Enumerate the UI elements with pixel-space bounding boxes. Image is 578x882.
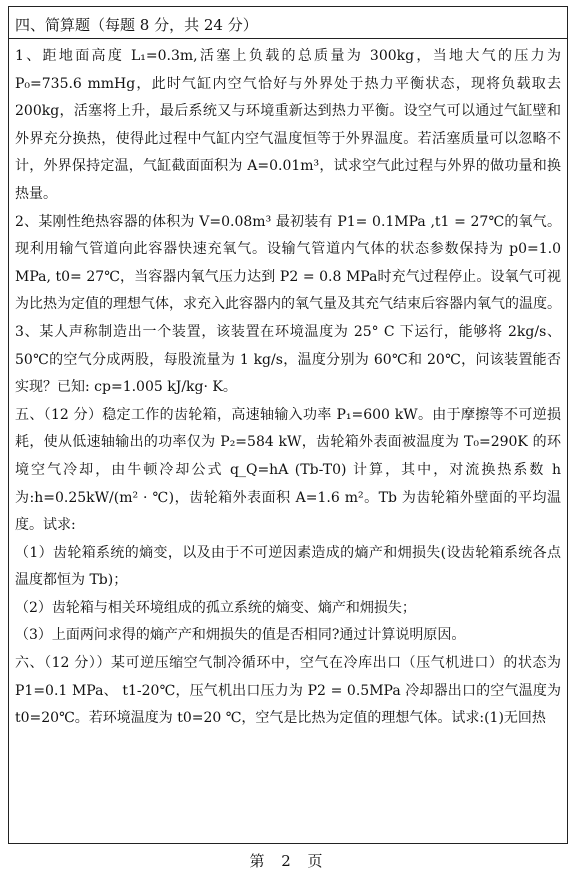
question-5-part-1: （1）齿轮箱系统的熵变，以及由于不可逆因素造成的熵产和㶲损失(设齿轮箱系统各点温度都恒为 Tb)； bbox=[15, 544, 561, 589]
question-body bbox=[15, 43, 561, 733]
question-2: 2、某刚性绝热容器的体积为 V=0.08m³ 最初装有 P1= 0.1MPa ,t1 = 27℃的氧气。现利用输气管道向此容器快速充氧气。设输气管道内气体的状态参数保持为 p0=1.0 MPa, t0= 27℃，当容器内氧气压力达到 P2 = 0.8 MPa时充气过程停止。设氧气可视为比热为定值的理想气体，求充入此容器内的氧气量及其充气结束后容器内氧气的温度。 bbox=[15, 213, 561, 313]
question-6: 六、（12 分））某可逆压缩空气制冷循环中，空气在冷库出口（压气机进口）的状态为 P1=0.1 MPa、 t1-20℃，压气机出口压力为 P2 = 0.5MPa 冷却器出口的空气温度为 t0=20℃。若环境温度为 t0=20 ℃，空气是比热为定值的理想气体。试求:(1)无回热 bbox=[15, 655, 561, 727]
page-number: 第 2 页 bbox=[249, 852, 329, 870]
question-5: 五、（12 分）稳定工作的齿轮箱，高速轴输入功率 P₁=600 kW。由于摩擦等不可逆损耗，使从低速轴输出的功率仅为 P₂=584 kW，齿轮箱外表面被温度为 T₀=290K 的环境空气冷却，由牛顿冷却公式 q_Q=hA (Tb-T0) 计算，其中，对流换热系数 h 为:h=0.25kW/(m² · ℃)，齿轮箱外表面积 A=1.6 m²。Tb 为齿轮箱外壁面的平均温度。试求: bbox=[15, 406, 561, 534]
title-divider bbox=[9, 38, 567, 39]
question-1: 1、距地面高度 L₁=0.3m,活塞上负载的总质量为 300kg，当地大气的压力为 P₀=735.6 mmHg，此时气缸内空气恰好与外界处于热力平衡状态，现将负载取去 200kg，活塞将上升，最后系统又与环境重新达到热力平衡。设空气可以通过气缸壁和外界充分换热，使得此过程中气缸内空气温度恒等于外界温度。若活塞质量可以忽略不计，外界保持定温，气缸截面面积为 A=0.01m³，试求空气此过程与外界的做功量和换热量。 bbox=[15, 48, 561, 202]
question-5-part-2: （2）齿轮箱与相关环境组成的孤立系统的熵变、熵产和㶲损失； bbox=[15, 599, 416, 616]
question-5-part-3: （3）上面两问求得的熵产产和㶲损失的值是否相同?通过计算说明原因。 bbox=[15, 627, 466, 644]
section-title: 四、简算题（每题 8 分，共 24 分） bbox=[15, 16, 258, 34]
exam-frame bbox=[8, 6, 568, 844]
question-3: 3、某人声称制造出一个装置，该装置在环境温度为 25° C 下运行，能够将 2kg/s、50℃的空气分成两股，每股流量为 1 kg/s，温度分别为 60℃和 20℃，问该装置能否实现？已知: cp=1.005 kJ/kg· K。 bbox=[15, 323, 561, 396]
